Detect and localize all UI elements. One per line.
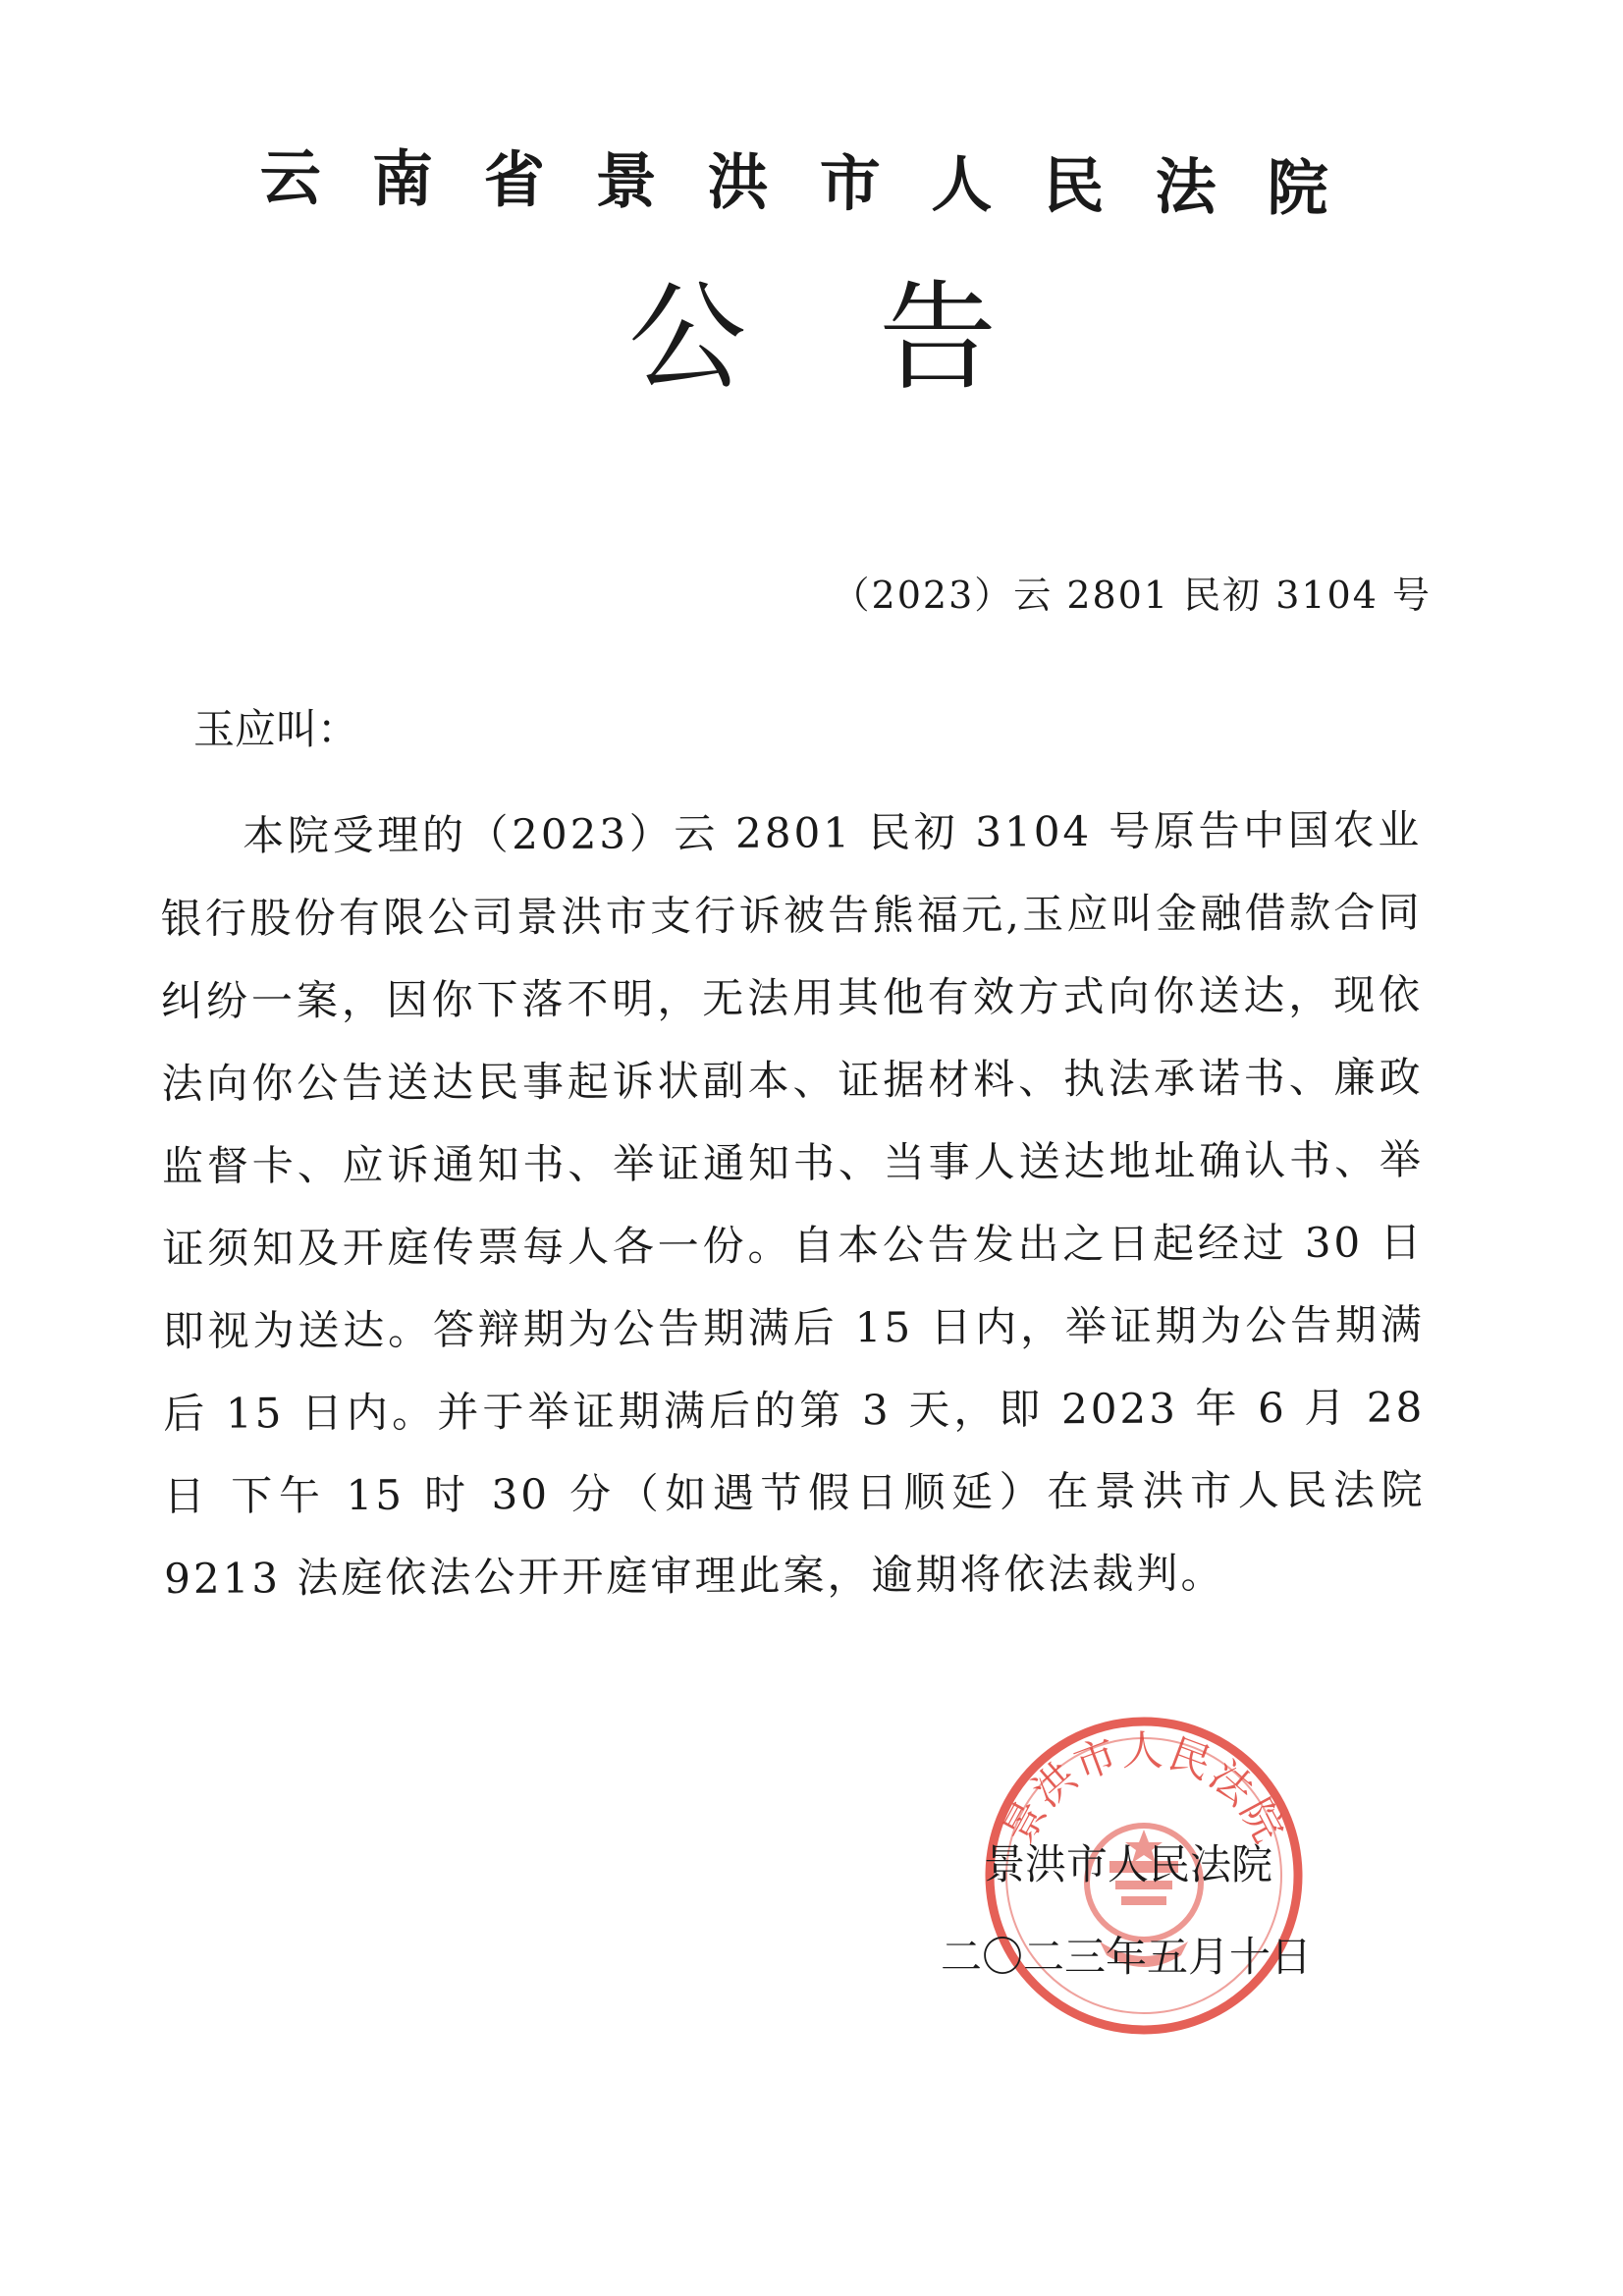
document-type-title: 公告: [628, 270, 1129, 407]
case-number: （2023）云 2801 民初 3104 号: [832, 574, 1432, 617]
signer-court: 景洪市人民法院: [984, 1840, 1273, 1888]
court-name: 云南省景洪市人民法院: [259, 141, 1380, 225]
notice-body: 本院受理的（2023）云 2801 民初 3104 号原告中国农业银行股份有限公司景洪市支行诉被告熊福元,玉应叫金融借款合同纠纷一案，因你下落不明，无法用其他有效方式向你送达，现依法向你公告送达民事起诉状副本、证据材料、执法承诺书、廉政监督卡、应诉通知书、举证通知书、当事人送达地址确认书、举证须知及开庭传票每人各一份。自本公告发出之日起经过 30 日即视为送达。答辩期为公告期满后 15 日内，举证期为公告期满后 15 日内。并于举证期满后的第 3 天，即 2023 年 6 月 28 日 下午 15 时 30 分（如遇节假日顺延）在景洪市人民法院 9213 法庭依法公开开庭审理此案，逾期将依法裁判。: [160, 805, 1426, 1603]
signature-date: 二〇二三年五月十日: [941, 1933, 1313, 1981]
addressee: 玉应叫：: [193, 705, 359, 753]
seal-text: 景洪市人民法院: [994, 1726, 1294, 1852]
